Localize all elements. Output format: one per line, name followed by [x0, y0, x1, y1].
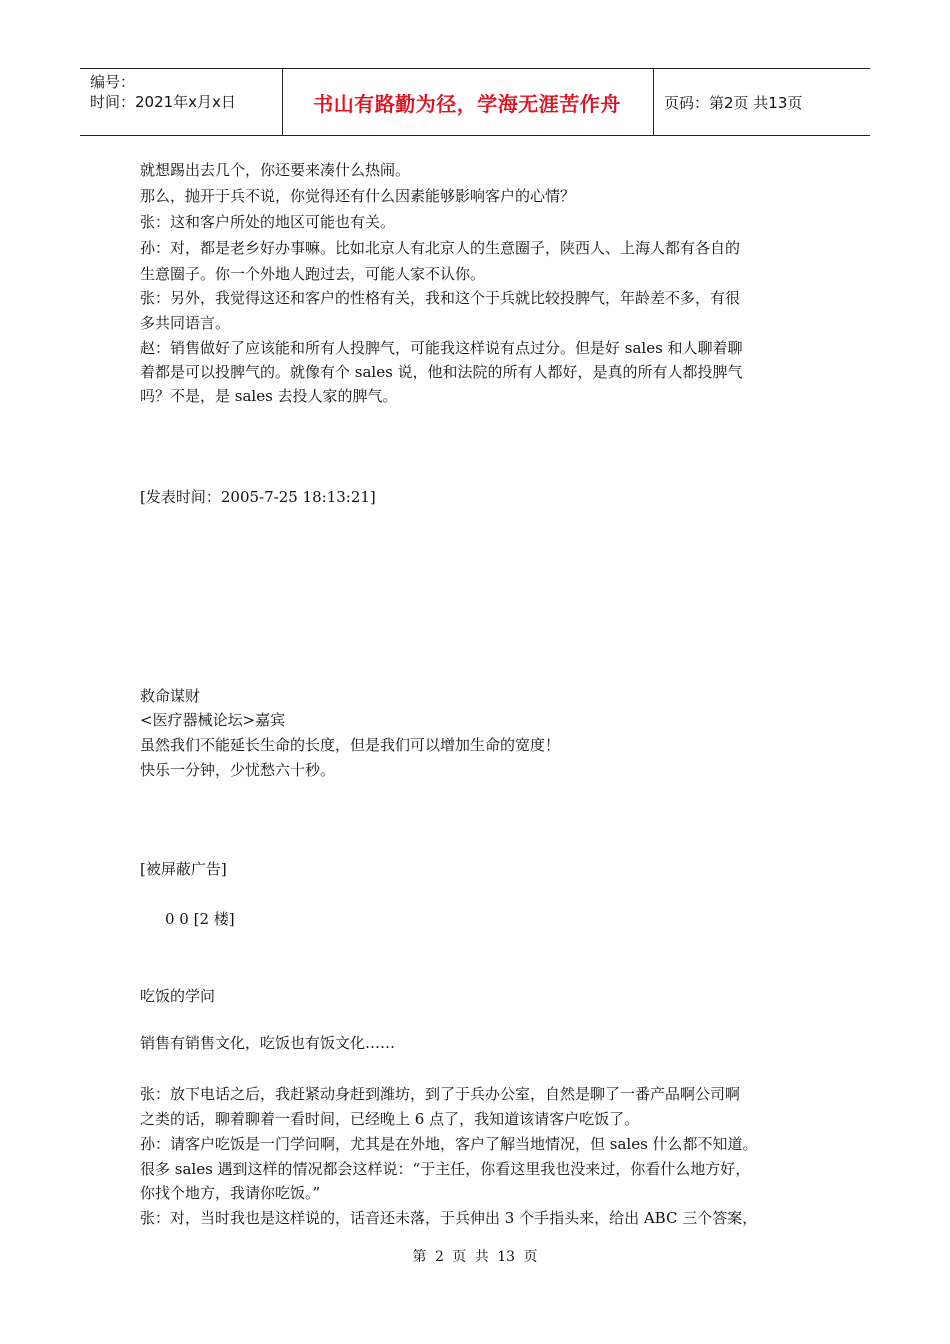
page-header: [80, 68, 870, 136]
body-line: 孙：请客户吃饭是一门学问啊，尤其是在外地，客户了解当地情况，但 sales 什么都不知道。: [140, 1135, 758, 1153]
page-footer: 第 2 页 共 13 页: [412, 1249, 538, 1265]
body-line: 就想踢出去几个，你还要来凑什么热闹。: [140, 161, 411, 179]
body-line: 张：放下电话之后，我赶紧动身赶到潍坊，到了于兵办公室，自然是聊了一番产品啊公司啊: [140, 1085, 741, 1103]
body-line: 生意圈子。你一个外地人跑过去，可能人家不认你。: [140, 265, 486, 283]
post-time: [发表时间：2005-7-25 18:13:21]: [140, 488, 376, 506]
section-title: 吃饭的学问: [140, 987, 216, 1005]
body-line: 多共同语言。: [140, 314, 231, 332]
header-motto: 书山有路勤为径，学海无涯苦作舟: [313, 91, 621, 116]
header-meta: [90, 72, 236, 112]
body-line: 很多 sales 遇到这样的情况都会这样说：“于主任，你看这里我也没来过，你看什么地方好，: [140, 1160, 751, 1178]
body-line: 张：对，当时我也是这样说的，话音还未落，于兵伸出 3 个手指头来，给出 ABC 三个答案，: [140, 1209, 758, 1227]
header-page-info: 页码：第2页 共13页: [664, 93, 803, 112]
body-line: 之类的话，聊着聊着一看时间，已经晚上 6 点了，我知道该请客户吃饭了。: [140, 1110, 640, 1128]
header-divider-right: [653, 69, 654, 135]
body-line: 吗？不是，是 sales 去投人家的脾气。: [140, 387, 398, 405]
body-line: 张：这和客户所处的地区可能也有关。: [140, 213, 396, 231]
body-line: 孙：对，都是老乡好办事嘛。比如北京人有北京人的生意圈子，陕西人、上海人都有各自的: [140, 239, 741, 257]
floor-label: 0 0 [2 楼]: [165, 910, 235, 928]
body-line: 着都是可以投脾气的。就像有个 sales 说，他和法院的所有人都好，是真的所有人都投脾气: [140, 363, 743, 381]
doc-number-label: 编号：: [90, 73, 136, 91]
signature-title: 救命谋财: [140, 687, 201, 705]
signature-motto: 快乐一分钟，少忧愁六十秒。: [140, 761, 336, 779]
blocked-ad: [被屏蔽广告]: [140, 860, 227, 878]
body-line: 赵：销售做好了应该能和所有人投脾气，可能我这样说有点过分。但是好 sales 和人聊着聊: [140, 339, 743, 357]
section-intro: 销售有销售文化，吃饭也有饭文化……: [140, 1034, 396, 1052]
signature-forum: <医疗器械论坛>嘉宾: [140, 711, 286, 729]
body-line: 你找个地方，我请你吃饭。”: [140, 1184, 321, 1202]
doc-time: 时间：2021年x月x日: [90, 93, 236, 111]
signature-motto: 虽然我们不能延长生命的长度，但是我们可以增加生命的宽度！: [140, 736, 561, 754]
body-line: 张：另外，我觉得这还和客户的性格有关，我和这个于兵就比较投脾气，年龄差不多，有很: [140, 289, 741, 307]
body-line: 那么，抛开于兵不说，你觉得还有什么因素能够影响客户的心情？: [140, 187, 576, 205]
